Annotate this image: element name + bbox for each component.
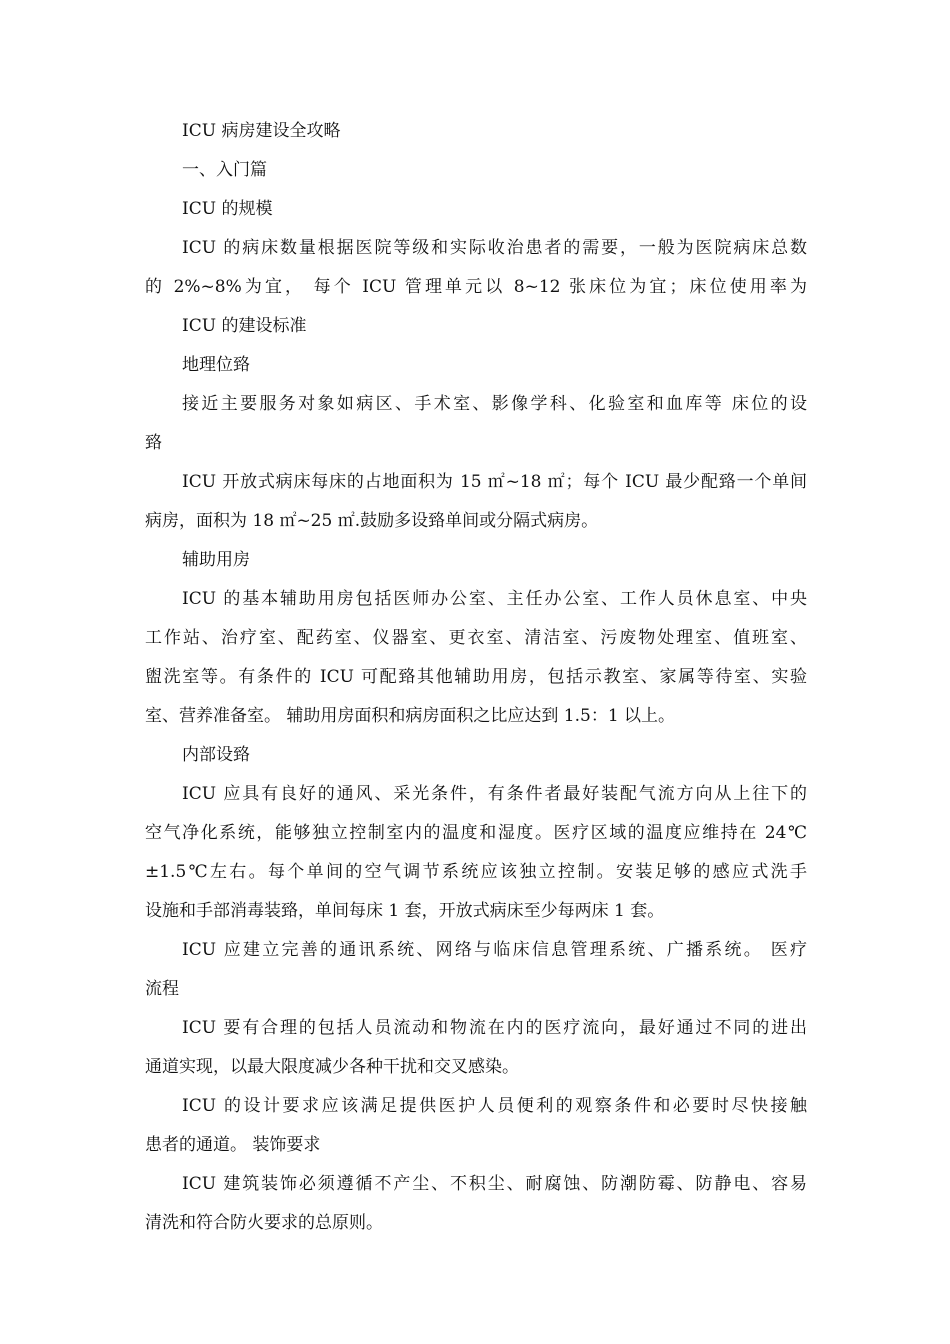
paragraph-line: 患者的通道。 装饰要求 <box>145 1135 321 1155</box>
paragraph-line: ±1.5℃左右。每个单间的空气调节系统应该独立控制。安装足够的感应式洗手 <box>145 862 807 882</box>
subheading-scale: ICU 的规模 <box>182 199 273 219</box>
paragraph-line: 通道实现，以最大限度减少各种干扰和交叉感染。 <box>145 1057 519 1077</box>
paragraph-line: ICU 开放式病床每床的占地面积为 15 ㎡~18 ㎡；每个 ICU 最少配臵一个单间 <box>182 472 807 492</box>
paragraph-line: 臵 <box>145 433 162 453</box>
subheading-interior: 内部设臵 <box>182 745 250 765</box>
subheading-auxiliary: 辅助用房 <box>182 550 250 570</box>
paragraph-line: ICU 应具有良好的通风、采光条件，有条件者最好装配气流方向从上往下的 <box>182 784 807 804</box>
subheading-standard: ICU 的建设标准 <box>182 316 307 336</box>
paragraph-line: ICU 的设计要求应该满足提供医护人员便利的观察条件和必要时尽快接触 <box>182 1096 807 1116</box>
paragraph-line: 设施和手部消毒装臵，单间每床 1 套，开放式病床至少每两床 1 套。 <box>145 901 665 921</box>
paragraph-line: 接近主要服务对象如病区、手术室、影像学科、化验室和血库等 床位的设 <box>182 394 807 414</box>
paragraph-line: ICU 要有合理的包括人员流动和物流在内的医疗流向，最好通过不同的进出 <box>182 1018 807 1038</box>
subheading-location: 地理位臵 <box>182 355 250 375</box>
paragraph-line: 工作站、治疗室、配药室、仪器室、更衣室、清洁室、污废物处理室、值班室、 <box>145 628 807 648</box>
paragraph-line: ICU 的基本辅助用房包括医师办公室、主任办公室、工作人员休息室、中央 <box>182 589 807 609</box>
section-heading-intro: 一、入门篇 <box>182 160 267 180</box>
document-body <box>145 112 807 1243</box>
paragraph-line: 病房，面积为 18 ㎡~25 ㎡.鼓励多设臵单间或分隔式病房。 <box>145 511 599 531</box>
paragraph-line: 的 2%~8%为宜， 每个 ICU 管理单元以 8~12 张床位为宜；床位使用率为 <box>145 277 807 297</box>
paragraph-line: 清洗和符合防火要求的总原则。 <box>145 1213 383 1233</box>
paragraph-line: ICU 建筑装饰必须遵循不产尘、不积尘、耐腐蚀、防潮防霉、防静电、容易 <box>182 1174 807 1194</box>
paragraph-line: 空气净化系统，能够独立控制室内的温度和湿度。医疗区域的温度应维持在 24℃ <box>145 823 807 843</box>
paragraph-line: 流程 <box>145 979 179 999</box>
paragraph-line: 室、营养准备室。 辅助用房面积和病房面积之比应达到 1.5：1 以上。 <box>145 706 676 726</box>
paragraph-line: ICU 的病床数量根据医院等级和实际收治患者的需要，一般为医院病床总数 <box>182 238 807 258</box>
paragraph-line: 盥洗室等。有条件的 ICU 可配臵其他辅助用房，包括示教室、家属等待室、实验 <box>145 667 807 687</box>
paragraph-line: ICU 应建立完善的通讯系统、网络与临床信息管理系统、广播系统。 医疗 <box>182 940 807 960</box>
document-title: ICU 病房建设全攻略 <box>182 121 341 141</box>
